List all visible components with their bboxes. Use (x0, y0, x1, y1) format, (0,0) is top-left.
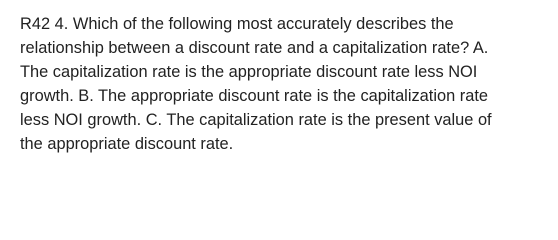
question-line: The capitalization rate is the appropriate discount rate less NOI (20, 62, 478, 81)
question-line: R42 4. Which of the following most accurately describes the (20, 15, 454, 33)
question-line: growth. B. The appropriate discount rate is the capitalization rate (20, 86, 489, 105)
question-line: relationship between a discount rate and a capitalization rate? A. (20, 38, 489, 57)
question-line: the appropriate discount rate. (20, 134, 234, 153)
question-line: less NOI growth. C. The capitalization rate is the present value of (20, 110, 492, 129)
question-text (20, 13, 552, 156)
